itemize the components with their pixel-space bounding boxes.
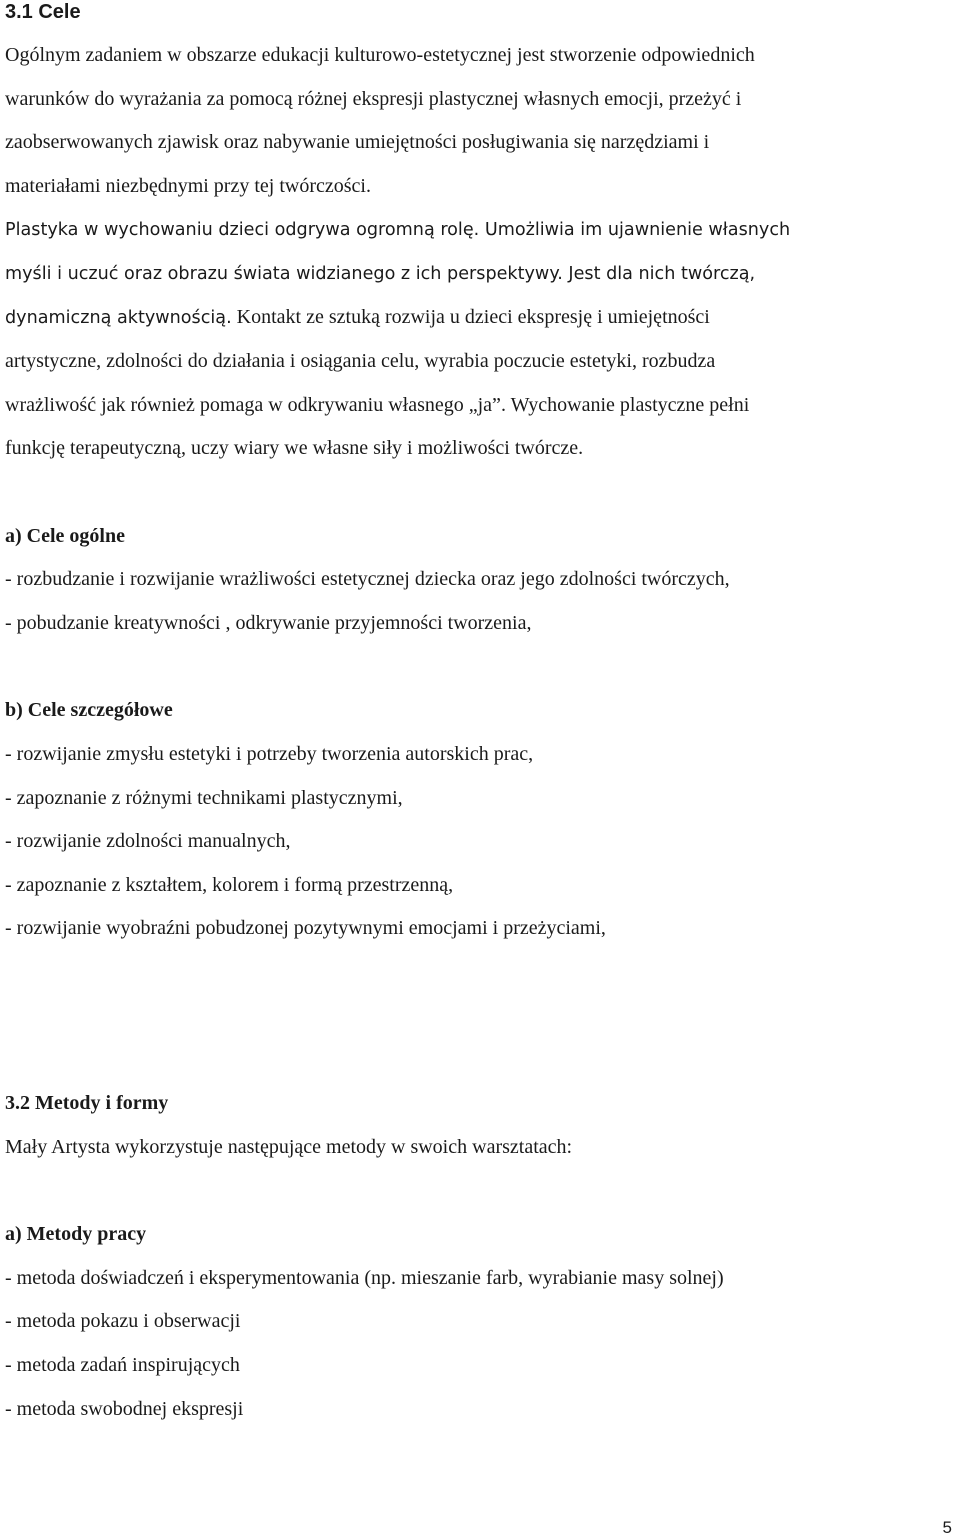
- list-item: - rozwijanie zmysłu estetyki i potrzeby tworzenia autorskich prac,: [5, 743, 534, 765]
- paragraph-line: Plastyka w wychowaniu dzieci odgrywa ogromną rolę. Umożliwia im ujawnienie własnych: [5, 220, 791, 240]
- list-item: - rozwijanie zdolności manualnych,: [5, 830, 291, 852]
- paragraph-line: funkcję terapeutyczną, uczy wiary we własne siły i możliwości twórcze.: [5, 437, 584, 459]
- list-item: - metoda swobodnej ekspresji: [5, 1398, 244, 1420]
- subheading-general-goals: a) Cele ogólne: [5, 525, 125, 547]
- paragraph-line: artystyczne, zdolności do działania i osiągania celu, wyrabia poczucie estetyki, rozbudza: [5, 350, 716, 372]
- paragraph-line: Ogólnym zadaniem w obszarze edukacji kulturowo-estetycznej jest stworzenie odpowiednich: [5, 44, 755, 66]
- list-item: - metoda zadań inspirujących: [5, 1354, 240, 1376]
- list-item: - metoda pokazu i obserwacji: [5, 1310, 241, 1332]
- section-heading-methods: 3.2 Metody i formy: [5, 1092, 169, 1114]
- page-number: 5: [942, 1518, 952, 1537]
- paragraph-line: Mały Artysta wykorzystuje następujące metody w swoich warsztatach:: [5, 1136, 573, 1158]
- list-item: - zapoznanie z różnymi technikami plastycznymi,: [5, 787, 403, 809]
- paragraph-line: materiałami niezbędnymi przy tej twórczości.: [5, 175, 371, 197]
- subheading-specific-goals: b) Cele szczegółowe: [5, 699, 173, 721]
- paragraph-fragment: dynamiczną aktywnością.: [5, 308, 232, 328]
- section-heading-goals: 3.1 Cele: [5, 1, 81, 23]
- paragraph-line: myśli i uczuć oraz obrazu świata widzianego z ich perspektywy. Jest dla nich twórczą,: [5, 264, 756, 284]
- paragraph-line-mixed: [5, 305, 710, 330]
- paragraph-line: wrażliwość jak również pomaga w odkrywaniu własnego „ja”. Wychowanie plastyczne pełni: [5, 394, 750, 416]
- list-item: - rozbudzanie i rozwijanie wrażliwości estetycznej dziecka oraz jego zdolności twórczych,: [5, 568, 730, 590]
- paragraph-fragment: Kontakt ze sztuką rozwija u dzieci ekspresję i umiejętności: [236, 306, 710, 328]
- paragraph-line: zaobserwowanych zjawisk oraz nabywanie umiejętności posługiwania się narzędziami i: [5, 131, 710, 153]
- paragraph-line: warunków do wyrażania za pomocą różnej ekspresji plastycznej własnych emocji, przeżyć i: [5, 88, 742, 110]
- list-item: - pobudzanie kreatywności , odkrywanie przyjemności tworzenia,: [5, 612, 532, 634]
- list-item: - zapoznanie z kształtem, kolorem i formą przestrzenną,: [5, 874, 454, 896]
- subheading-work-methods: a) Metody pracy: [5, 1223, 147, 1245]
- list-item: - rozwijanie wyobraźni pobudzonej pozytywnymi emocjami i przeżyciami,: [5, 917, 606, 939]
- list-item: - metoda doświadczeń i eksperymentowania (np. mieszanie farb, wyrabianie masy solnej): [5, 1267, 724, 1289]
